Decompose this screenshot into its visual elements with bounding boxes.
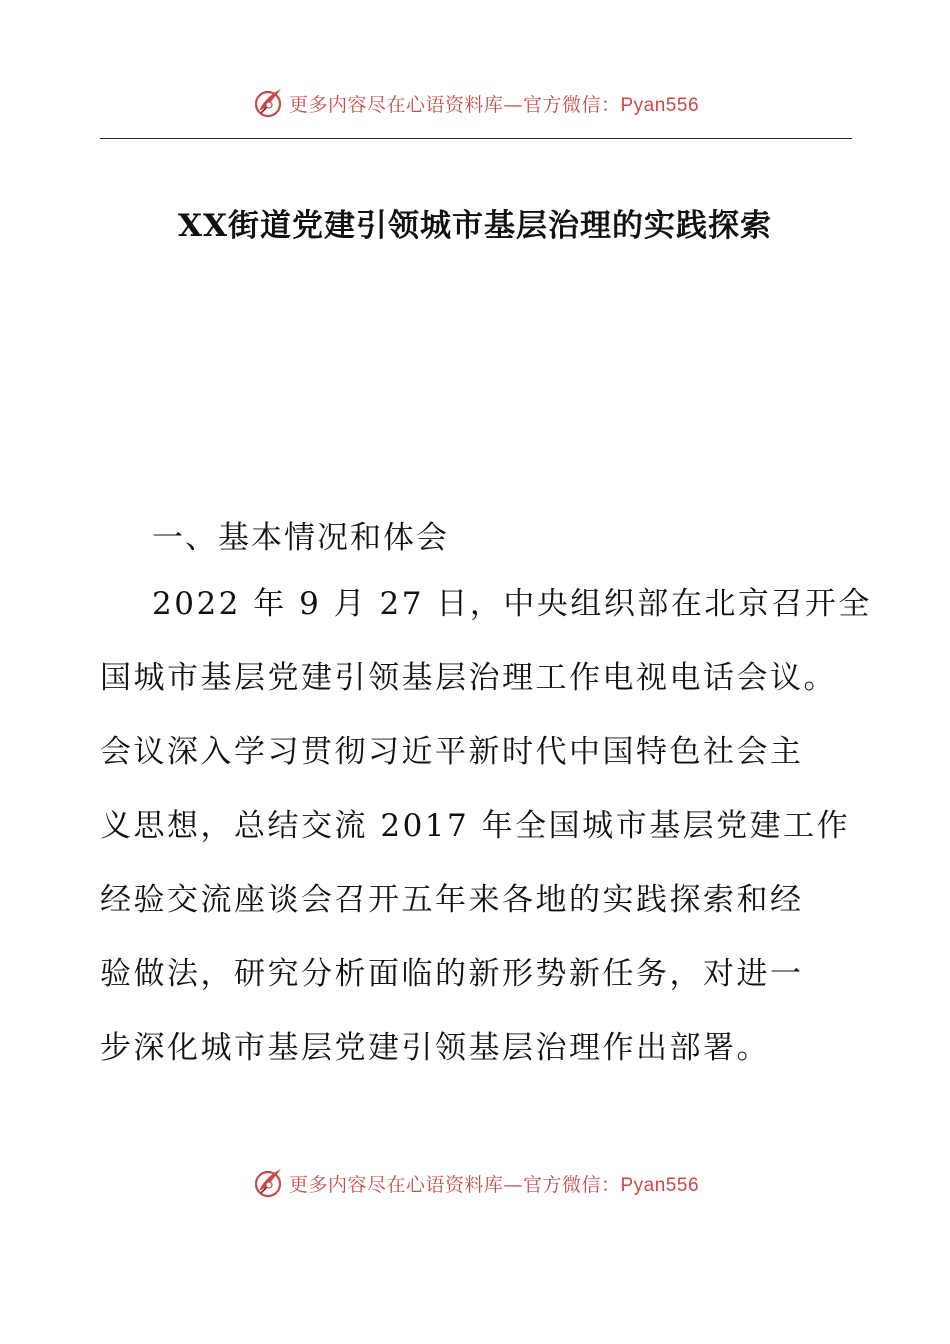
- header-banner-text: [289, 90, 699, 117]
- header-wechat-id: Pyan556: [620, 94, 700, 116]
- footer-banner-separator: —: [503, 1173, 523, 1196]
- pen-logo-icon: [251, 85, 287, 121]
- footer-banner: [0, 1163, 950, 1203]
- footer-banner-slogan: 更多内容尽在心语资料库: [288, 1173, 504, 1196]
- document-title: XX街道党建引领城市基层治理的实践探索: [177, 208, 773, 244]
- paragraph-line: 国城市基层党建引领基层治理工作电视电话会议。: [100, 660, 837, 696]
- header-banner-separator: —: [503, 93, 523, 116]
- paragraph-line: 步深化城市基层党建引领基层治理作出部署。: [100, 1030, 770, 1066]
- footer-wechat-id: Pyan556: [620, 1174, 700, 1196]
- section-heading: 一、基本情况和体会: [152, 520, 449, 556]
- paragraph-line: 验做法，研究分析面临的新形势新任务，对进一: [100, 956, 804, 992]
- header-banner: [0, 83, 950, 123]
- paragraph-line: 会议深入学习贯彻习近平新时代中国特色社会主: [100, 734, 804, 770]
- header-divider: [100, 138, 852, 139]
- header-wechat-label: 官方微信：: [522, 93, 621, 116]
- paragraph-line: 2022 年 9 月 27 日，中央组织部在北京召开全: [152, 586, 872, 622]
- footer-banner-text: [289, 1170, 699, 1197]
- paragraph-line: 义思想，总结交流 2017 年全国城市基层党建工作: [100, 808, 851, 844]
- footer-wechat-label: 官方微信：: [522, 1173, 621, 1196]
- header-banner-slogan: 更多内容尽在心语资料库: [288, 93, 504, 116]
- pen-logo-icon: [251, 1165, 287, 1201]
- paragraph-line: 经验交流座谈会召开五年来各地的实践探索和经: [100, 882, 804, 918]
